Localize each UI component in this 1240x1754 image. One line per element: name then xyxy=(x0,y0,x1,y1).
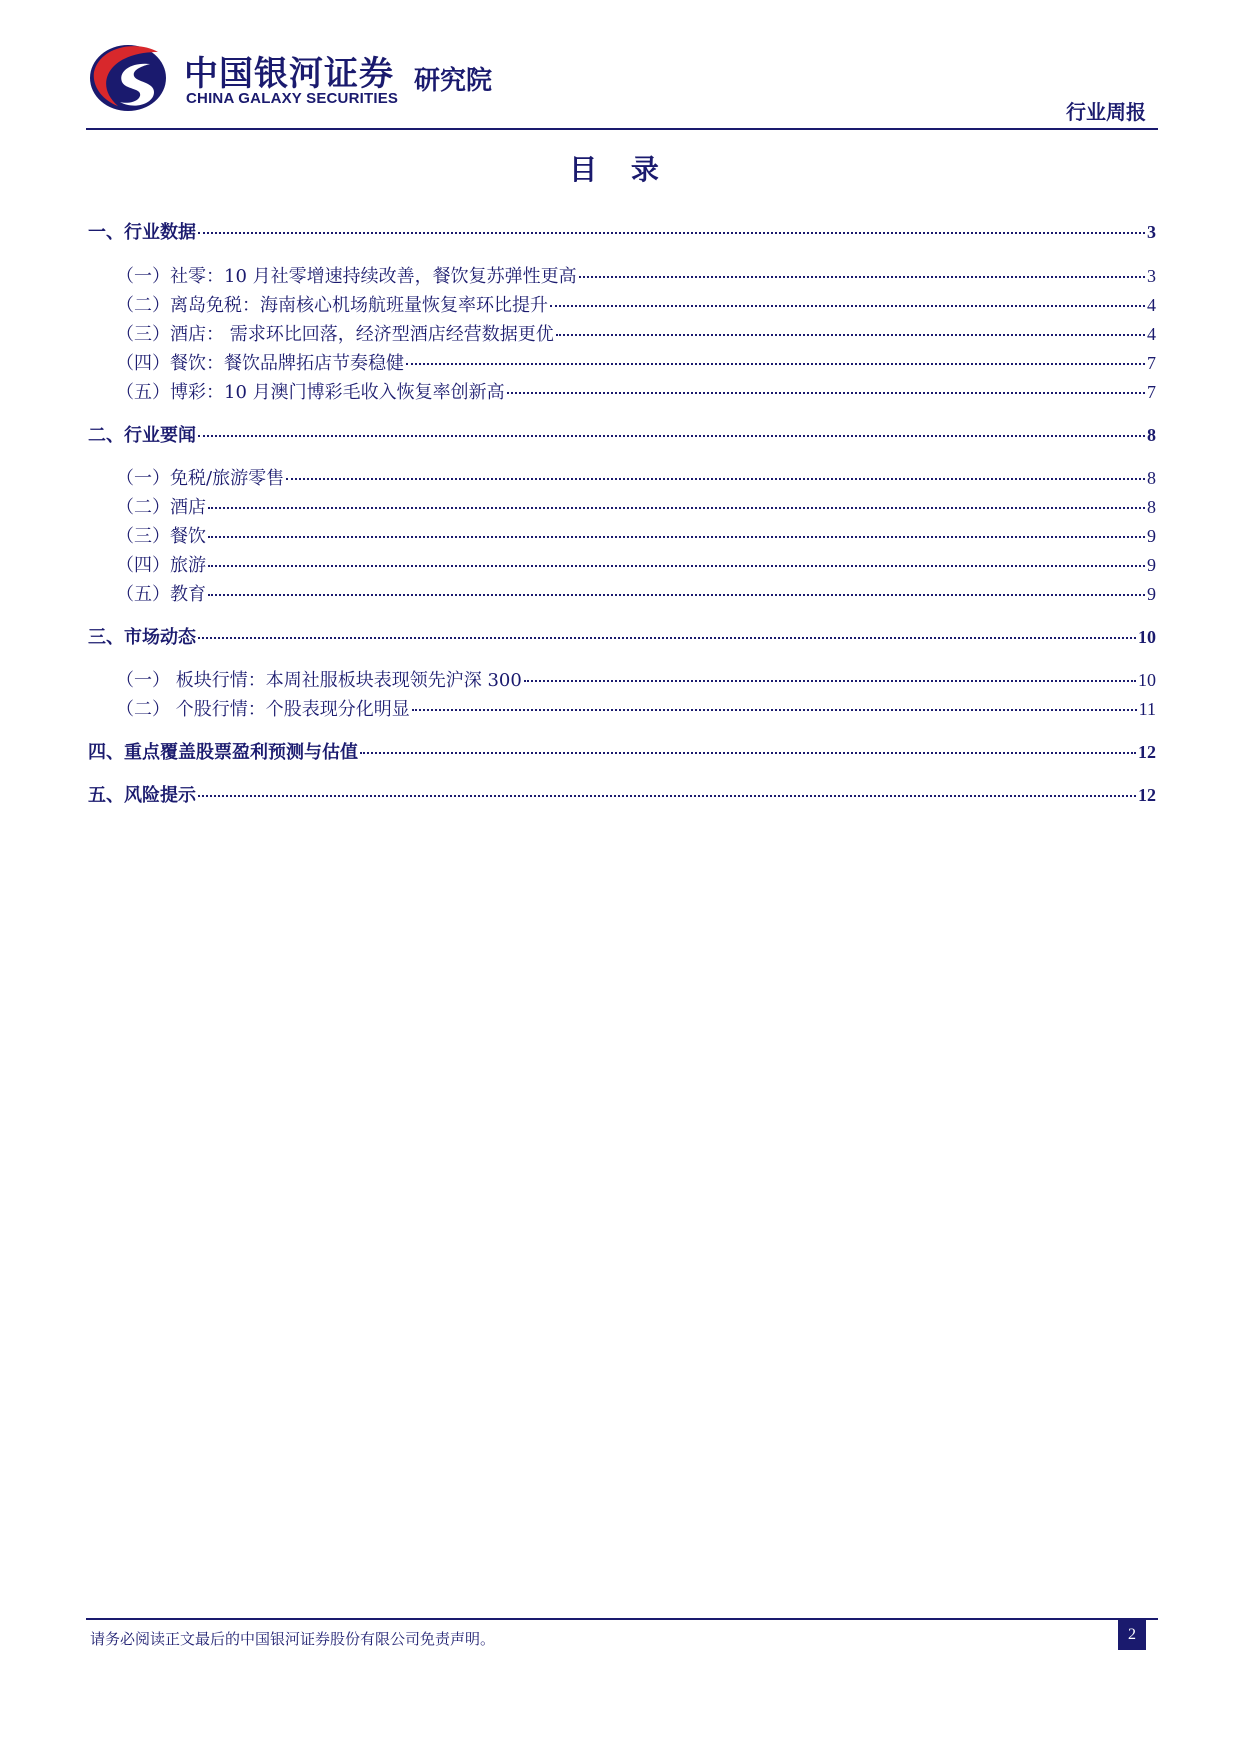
toc-entry-page: 4 xyxy=(1147,324,1156,344)
toc-dot-leader xyxy=(406,363,1145,365)
logo-english-name: CHINA GALAXY SECURITIES xyxy=(186,90,399,107)
toc-subsection-entry[interactable] xyxy=(88,262,1156,288)
toc-entry-page: 4 xyxy=(1147,295,1156,315)
toc-section-entry[interactable] xyxy=(88,218,1156,244)
toc-subsection-entry[interactable] xyxy=(88,291,1156,317)
toc-subsection-entry[interactable] xyxy=(88,493,1156,519)
toc-subsection-entry[interactable] xyxy=(88,522,1156,548)
toc-entry-label: （二） 个股行情：个股表现分化明显 xyxy=(116,699,410,720)
toc-entry-page: 8 xyxy=(1147,425,1156,445)
toc-subsection-entry[interactable] xyxy=(88,695,1156,721)
galaxy-logo-icon xyxy=(88,42,168,114)
toc-entry-label: （五）教育 xyxy=(116,584,206,605)
toc-entry-page: 10 xyxy=(1138,627,1156,647)
toc-entry-label: 五、风险提示 xyxy=(88,785,196,806)
toc-entry-page: 7 xyxy=(1147,353,1156,373)
toc-entry-page: 3 xyxy=(1147,222,1156,242)
toc-entry-label: （一）免税/旅游零售 xyxy=(116,468,285,489)
toc-dot-leader xyxy=(208,565,1145,567)
toc-dot-leader xyxy=(579,276,1145,278)
toc-entry-label: （三）酒店： 需求环比回落，经济型酒店经营数据更优 xyxy=(116,324,554,345)
toc-entry-page: 9 xyxy=(1147,526,1156,546)
toc-entry-page: 9 xyxy=(1147,584,1156,604)
toc-section-entry[interactable] xyxy=(88,421,1156,447)
toc-subsection-entry[interactable] xyxy=(88,580,1156,606)
toc-dot-leader xyxy=(198,637,1136,639)
toc-subsection-entry[interactable] xyxy=(88,378,1156,404)
toc-dot-leader xyxy=(198,232,1145,234)
toc-entry-label: （一）社零：10 月社零增速持续改善，餐饮复苏弹性更高 xyxy=(116,266,577,287)
toc-dot-leader xyxy=(208,594,1145,596)
toc-dot-leader xyxy=(208,536,1145,538)
toc-dot-leader xyxy=(198,795,1136,797)
toc-section-entry[interactable] xyxy=(88,738,1156,764)
logo-chinese-name: 中国银河证券 xyxy=(184,54,394,94)
toc-entry-label: 一、行业数据 xyxy=(88,222,196,243)
toc-entry-label: 三、市场动态 xyxy=(88,627,196,648)
toc-entry-label: （二）酒店 xyxy=(116,497,206,518)
footer-divider xyxy=(86,1618,1158,1620)
toc-entry-label: （三）餐饮 xyxy=(116,526,206,547)
toc-entry-label: （四）旅游 xyxy=(116,555,206,576)
logo-institute-label: 研究院 xyxy=(414,66,493,96)
toc-dot-leader xyxy=(208,507,1145,509)
toc-entry-label: 四、重点覆盖股票盈利预测与估值 xyxy=(88,742,358,763)
toc-subsection-entry[interactable] xyxy=(88,464,1156,490)
toc-dot-leader xyxy=(412,709,1137,711)
page-header xyxy=(88,38,1158,130)
toc-entry-page: 3 xyxy=(1147,266,1156,286)
toc-subsection-entry[interactable] xyxy=(88,551,1156,577)
toc-dot-leader xyxy=(286,478,1145,480)
footer-disclaimer: 请务必阅读正文最后的中国银河证券股份有限公司免责声明。 xyxy=(90,1630,496,1648)
toc-entry-page: 8 xyxy=(1147,497,1156,517)
page-number-badge: 2 xyxy=(1118,1620,1146,1650)
toc-subsection-entry[interactable] xyxy=(88,666,1156,692)
toc-section-entry[interactable] xyxy=(88,623,1156,649)
toc-section-entry[interactable] xyxy=(88,781,1156,807)
toc-dot-leader xyxy=(507,392,1145,394)
toc-subsection-entry[interactable] xyxy=(88,320,1156,346)
toc-entry-label: 二、行业要闻 xyxy=(88,425,196,446)
toc-dot-leader xyxy=(556,334,1145,336)
toc-entry-page: 10 xyxy=(1138,670,1156,690)
toc-dot-leader xyxy=(198,435,1145,437)
toc-entry-label: （四）餐饮：餐饮品牌拓店节奏稳健 xyxy=(116,353,404,374)
toc-dot-leader xyxy=(550,305,1145,307)
toc-entry-label: （二）离岛免税：海南核心机场航班量恢复率环比提升 xyxy=(116,295,548,316)
toc-entry-page: 8 xyxy=(1147,468,1156,488)
toc-dot-leader xyxy=(524,680,1136,682)
toc-dot-leader xyxy=(360,752,1136,754)
report-type-label: 行业周报 xyxy=(1066,100,1146,124)
header-divider xyxy=(86,128,1158,130)
toc-title: 目 录 xyxy=(569,153,671,186)
toc-entry-page: 12 xyxy=(1138,785,1156,805)
toc-entry-page: 11 xyxy=(1138,699,1156,719)
toc-entry-label: （五）博彩：10 月澳门博彩毛收入恢复率创新高 xyxy=(116,382,505,403)
toc-entry-page: 12 xyxy=(1138,742,1156,762)
toc-entry-page: 7 xyxy=(1147,382,1156,402)
toc-entry-page: 9 xyxy=(1147,555,1156,575)
toc-entry-label: （一） 板块行情：本周社服板块表现领先沪深 300 xyxy=(116,670,522,691)
toc-subsection-entry[interactable] xyxy=(88,349,1156,375)
